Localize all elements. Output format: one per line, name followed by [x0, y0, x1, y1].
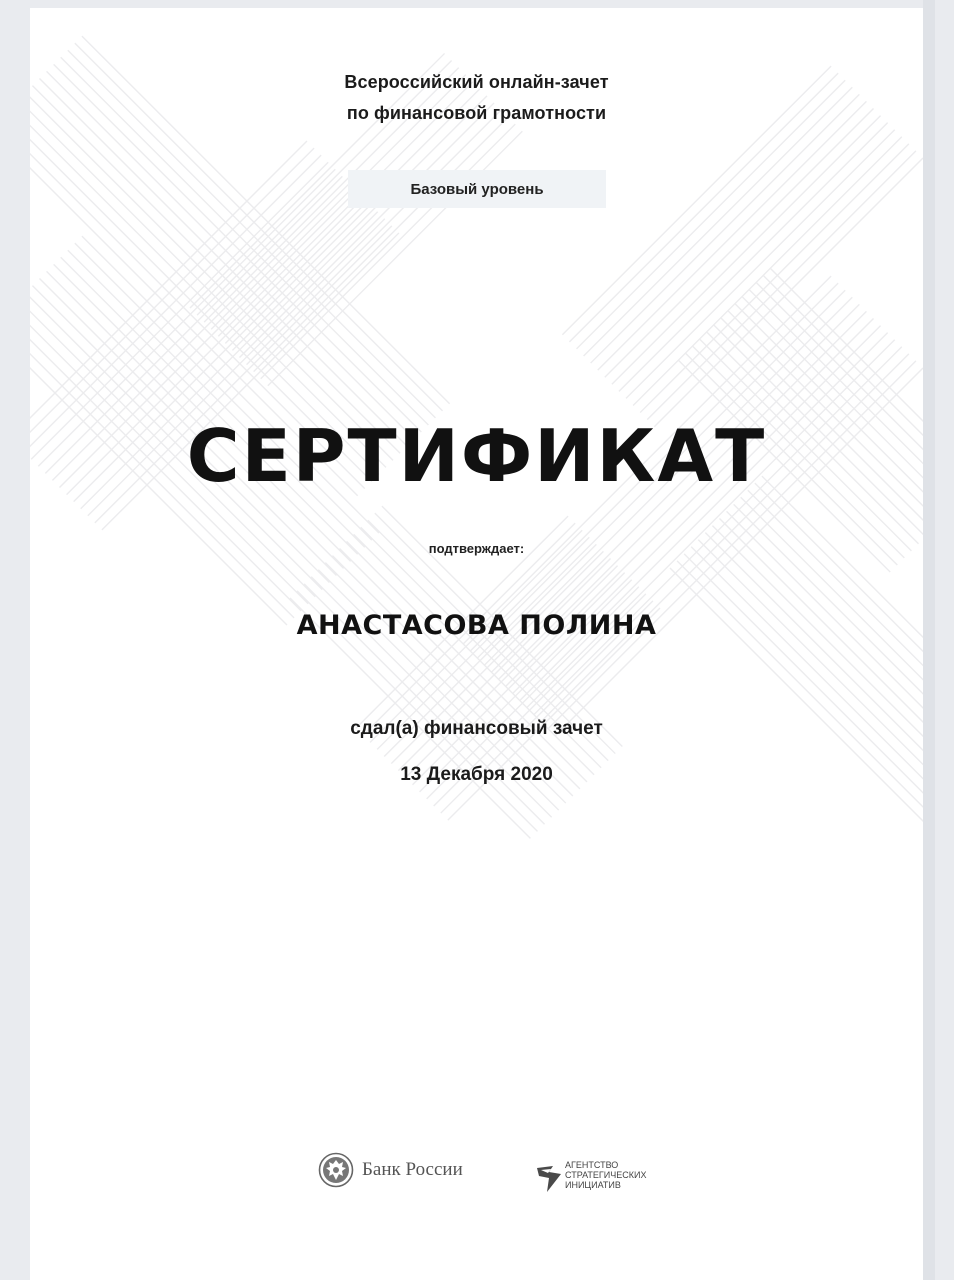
pattern-line	[54, 264, 351, 561]
eagle-emblem-icon	[318, 1152, 354, 1188]
certificate-title: СЕРТИФИКАТ	[186, 414, 767, 498]
recipient-name: АНАСТАСОВА ПОЛИНА	[296, 610, 657, 641]
asi-name-line-1: АГЕНТСТВО	[565, 1160, 619, 1170]
level-badge-label: Базовый уровень	[410, 180, 544, 198]
bank-of-russia-logo	[318, 1150, 463, 1190]
asi-name	[565, 1160, 646, 1190]
window-frame-edge	[923, 0, 935, 1280]
pattern-line	[247, 110, 502, 365]
asi-logo	[535, 1146, 646, 1194]
certificate-date: 13 Декабря 2020	[400, 764, 553, 785]
confirms-label: подтверждает:	[428, 541, 525, 556]
pattern-line	[239, 103, 494, 358]
window-frame-outer	[935, 0, 954, 1280]
asi-arrow-icon	[535, 1164, 563, 1194]
header-title-line-1: Всероссийский онлайн-зачет	[344, 72, 609, 92]
header-title-line-2: по финансовой грамотности	[346, 103, 607, 123]
pattern-line	[225, 89, 480, 344]
pattern-line	[30, 100, 386, 468]
pattern-line	[232, 96, 487, 351]
certificate-page	[30, 8, 923, 1280]
bank-name: Банк России	[362, 1159, 463, 1180]
asi-name-line-2: СТРАТЕГИЧЕСКИХ	[565, 1170, 647, 1180]
pattern-line	[61, 257, 358, 554]
asi-name-line-3: ИНИЦИАТИВ	[565, 1180, 621, 1190]
pattern-line	[413, 573, 625, 785]
pattern-line	[584, 87, 853, 356]
pattern-line	[68, 250, 365, 547]
level-badge	[348, 170, 606, 208]
passed-text: сдал(а) финансовый зачет	[350, 718, 603, 739]
pattern-line	[405, 566, 617, 778]
pattern-fade	[30, 868, 923, 908]
pattern-line	[712, 526, 923, 781]
